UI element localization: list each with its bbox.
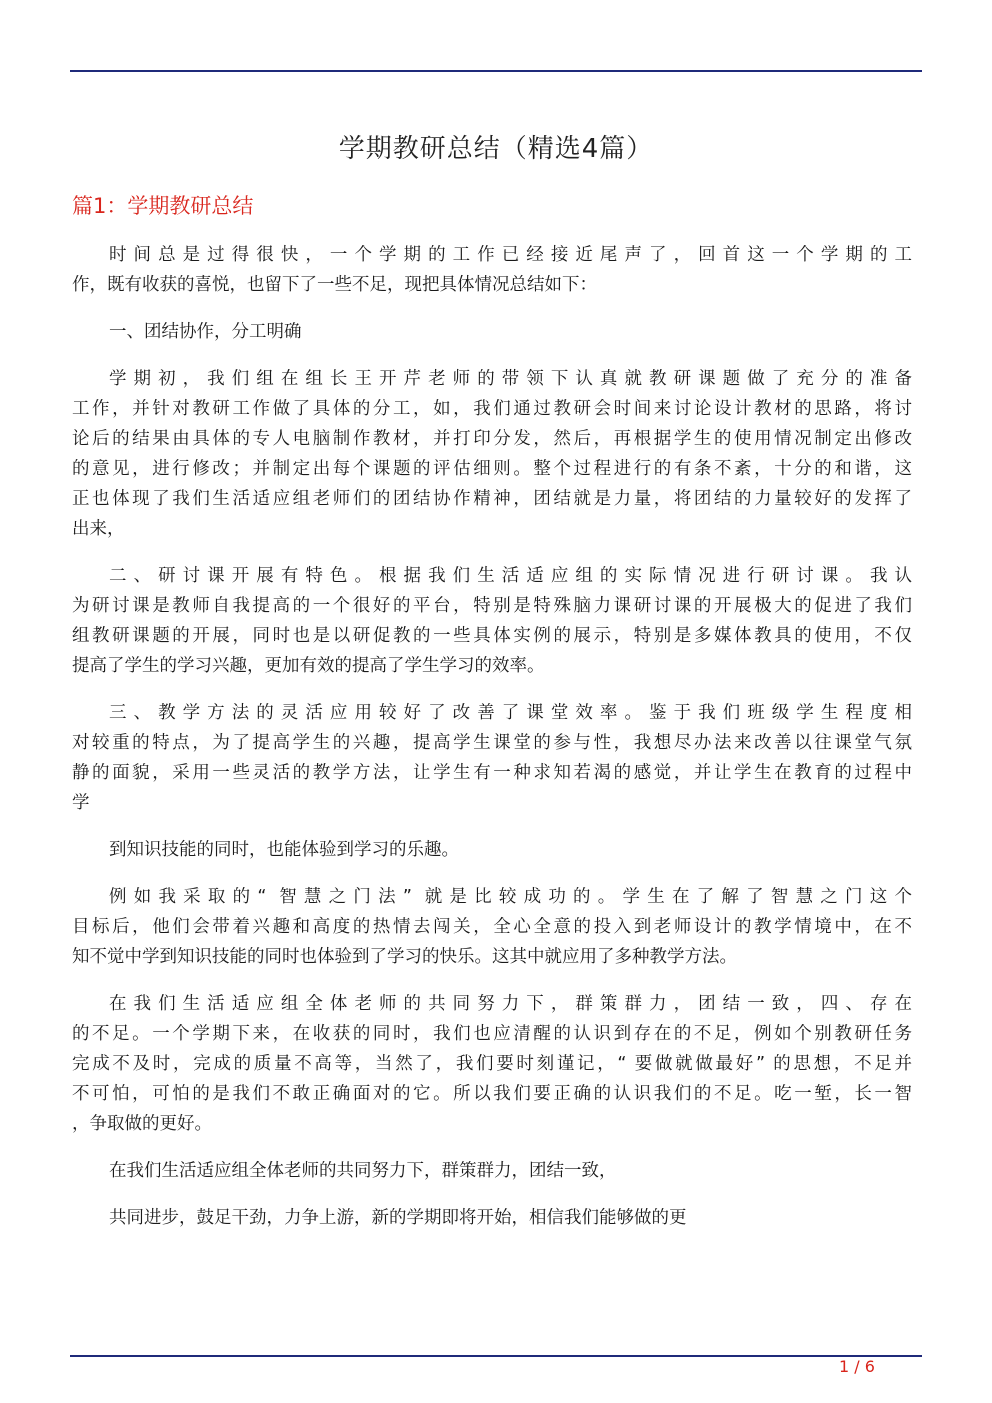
paragraph-line: 在我们生活适应组全体老师的共同努力下，群策群力，团结一致， <box>109 1161 617 1181</box>
paragraph-line: 对较重的特点，为了提高学生的兴趣，提高学生课堂的参与性，我想尽办法来改善以往课堂气氛 <box>72 733 912 753</box>
paragraph-line: 知不觉中学到知识技能的同时也体验到了学习的快乐。这其中就应用了多种教学方法。 <box>72 947 737 967</box>
paragraph-line: 组教研课题的开展，同时也是以研促教的一些具体实例的展示，特别是多媒体教具的使用，不仅 <box>72 626 912 646</box>
body-paragraph <box>72 882 912 972</box>
paragraph-line: 正也体现了我们生活适应组老师们的团结协作精神，团结就是力量，将团结的力量较好的发挥了 <box>72 489 912 509</box>
paragraph-line: 出来， <box>72 519 125 539</box>
body-paragraph <box>72 561 912 681</box>
header-rule <box>70 70 922 72</box>
paragraph-line: 学期初，我们组在组长王开芹老师的带领下认真就教研课题做了充分的准备 <box>109 369 912 389</box>
paragraph-line: 共同进步，鼓足干劲，力争上游，新的学期即将开始，相信我们能够做的更 <box>109 1208 687 1228</box>
section-heading: 篇1：学期教研总结 <box>72 194 254 218</box>
body-paragraph <box>72 1156 912 1186</box>
paragraph-line: 不可怕，可怕的是我们不敢正确面对的它。所以我们要正确的认识我们的不足。吃一堑，长一智 <box>72 1084 912 1104</box>
paragraph-line: 一、团结协作，分工明确 <box>109 322 302 342</box>
paragraph-line: 目标后，他们会带着兴趣和高度的热情去闯关，全心全意的投入到老师设计的教学情境中，在不 <box>72 917 912 937</box>
body-paragraph <box>72 240 912 300</box>
body-paragraph <box>72 317 912 347</box>
page-indicator: 1 / 6 <box>839 1357 875 1376</box>
body-paragraph <box>72 698 912 818</box>
body-paragraph <box>72 364 912 544</box>
paragraph-line: 静的面貌，采用一些灵活的教学方法，让学生有一种求知若渴的感觉，并让学生在教育的过程中 <box>72 763 912 783</box>
body-paragraph <box>72 835 912 865</box>
document-body <box>72 240 912 1250</box>
footer-rule <box>70 1355 922 1357</box>
paragraph-line: 为研讨课是教师自我提高的一个很好的平台，特别是特殊脑力课研讨课的开展极大的促进了我们 <box>72 596 912 616</box>
body-paragraph <box>72 989 912 1139</box>
paragraph-line: 例如我采取的“ 智慧之门法” 就是比较成功的。学生在了解了智慧之门这个 <box>109 887 912 907</box>
paragraph-line: 作，既有收获的喜悦，也留下了一些不足，现把具体情况总结如下： <box>72 275 597 295</box>
paragraph-line: 的意见，进行修改；并制定出每个课题的评估细则。整个过程进行的有条不紊，十分的和谐，这 <box>72 459 912 479</box>
paragraph-line: 到知识技能的同时，也能体验到学习的乐趣。 <box>109 840 459 860</box>
paragraph-line: 二、研讨课开展有特色。根据我们生活适应组的实际情况进行研讨课。我认 <box>109 566 912 586</box>
paragraph-line: 完成不及时，完成的质量不高等，当然了，我们要时刻谨记，“ 要做就做最好” 的思想，不足并 <box>72 1054 912 1074</box>
paragraph-line: 在我们生活适应组全体老师的共同努力下，群策群力，团结一致，四、存在 <box>109 994 912 1014</box>
paragraph-line: ，争取做的更好。 <box>72 1114 212 1134</box>
document-title: 学期教研总结（精选4篇） <box>338 134 654 164</box>
paragraph-line: 三、教学方法的灵活应用较好了改善了课堂效率。鉴于我们班级学生程度相 <box>109 703 912 723</box>
paragraph-line: 时间总是过得很快，一个学期的工作已经接近尾声了，回首这一个学期的工 <box>109 245 912 265</box>
paragraph-line: 论后的结果由具体的专人电脑制作教材，并打印分发，然后，再根据学生的使用情况制定出修改 <box>72 429 912 449</box>
paragraph-line: 工作，并针对教研工作做了具体的分工，如，我们通过教研会时间来讨论设计教材的思路，将讨 <box>72 399 912 419</box>
paragraph-line: 提高了学生的学习兴趣，更加有效的提高了学生学习的效率。 <box>72 656 545 676</box>
paragraph-line: 的不足。一个学期下来，在收获的同时，我们也应清醒的认识到存在的不足，例如个别教研任务 <box>72 1024 912 1044</box>
paragraph-line: 学 <box>72 793 90 813</box>
body-paragraph <box>72 1203 912 1233</box>
